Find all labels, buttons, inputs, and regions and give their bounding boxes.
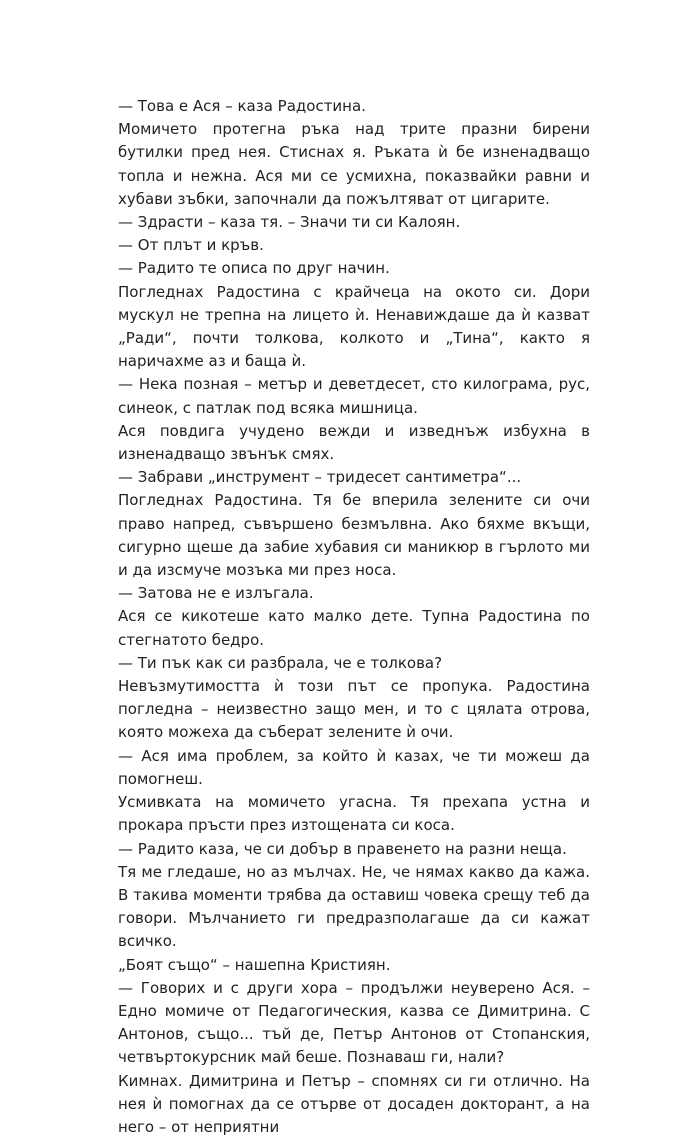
paragraph: Момичето протегна ръка над трите празни бирени бутилки пред нея. Стиснах я. Ръката ѝ бе изненадващо топла и нежна. Ася ми се усмихна, показвайки равни и хубави зъбки, започнали да пожълтяват от цигарите. [118, 120, 590, 208]
paragraph: — Нека позная – метър и деветдесет, сто килограма, рус, синеок, с патлак под всяка мишница. [118, 375, 590, 417]
paragraph: Ася се кикотеше като малко дете. Тупна Радостина по стегнатото бедро. [118, 607, 590, 649]
paragraph: — Говорих и с други хора – продължи неуверено Ася. – Едно момиче от Педагогическия, казва се Димитрина. С Антонов, също... тъй де, Петър Антонов от Стопанския, четвъртокурсник май беше. Познаваш ги, нали? [118, 978, 590, 1067]
paragraph: — Забрави „инструмент – тридесет сантиметра“... [118, 468, 522, 487]
paragraph: — От плът и кръв. [118, 236, 264, 255]
paragraph: Тя ме гледаше, но аз мълчах. Не, че нямах какво да кажа. В такива моменти трябва да оставиш човека срещу теб да говори. Мълчанието ги предразполагаше да си кажат всичко. [118, 862, 590, 951]
paragraph: — Това е Ася – каза Радостина. [118, 97, 366, 115]
paragraph: Невъзмутимостта ѝ този път се пропука. Радостина погледна – неизвестно защо мен, и то с цялата отрова, която можеха да съберат зелените ѝ очи. [118, 677, 590, 742]
paragraph: Погледнах Радостина. Тя бе вперила зелените си очи право напред, съвършено безмълвна. Ако бяхме вкъщи, сигурно щеше да забие хубавия си маникюр в гърлото ми и да изсмуче мозъка ми през носа. [118, 491, 590, 580]
paragraph: Кимнах. Димитрина и Петър – спомнях си ги отлично. На нея ѝ помогнах да се отърве от досаден докторант, а на него – от неприятни [118, 1071, 590, 1136]
paragraph: — Радито те описа по друг начин. [118, 259, 390, 278]
paragraph: — Радито каза, че си добър в правенето на разни неща. [118, 839, 567, 858]
paragraph: — Здрасти – каза тя. – Значи ти си Калоян. [118, 213, 461, 232]
paragraph: „Боят също“ – нашепна Кристиян. [118, 955, 391, 974]
paragraph: Ася повдига учудено вежди и изведнъж избухна в изненадващо звънък смях. [118, 421, 590, 464]
paragraph: — Ти пък как си разбрала, че е толкова? [118, 653, 443, 672]
paragraph: Усмивката на момичето угасна. Тя прехапа устна и прокара пръсти през изтощената си коса. [118, 793, 590, 835]
page-text [118, 95, 590, 1139]
paragraph: Погледнах Радостина с крайчеца на окото си. Дори мускул не трепна на лицето ѝ. Ненавиждаше да ѝ казват „Ради“, почти толкова, колкото и „Тина“, както я наричахме аз и баща ѝ. [118, 282, 590, 371]
paragraph: — Ася има проблем, за който ѝ казах, че ти можеш да помогнеш. [118, 746, 590, 788]
paragraph: — Затова не е излъгала. [118, 584, 314, 603]
